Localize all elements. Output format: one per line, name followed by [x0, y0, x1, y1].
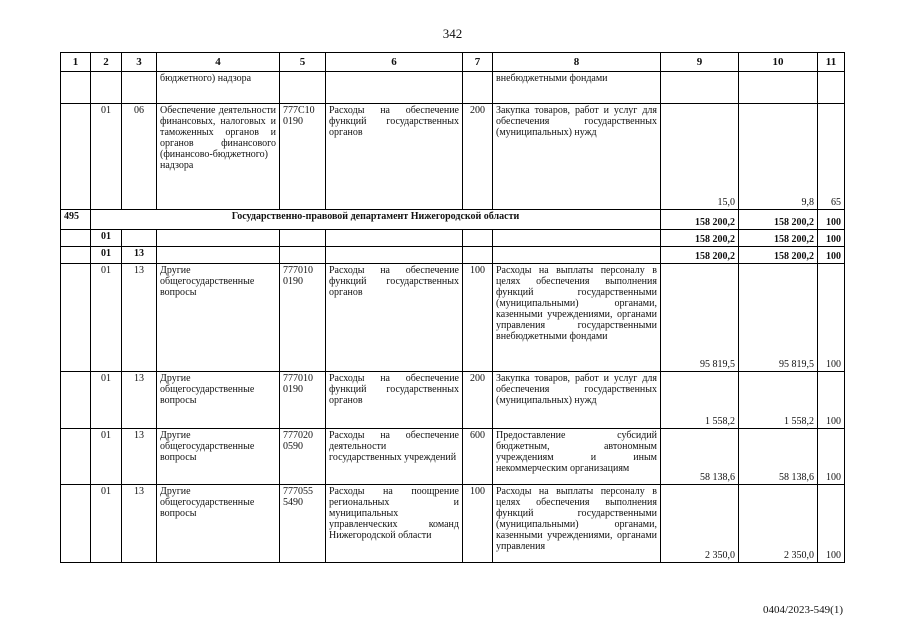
cell-col4: Другие общегосударственные вопросы — [157, 429, 280, 485]
page-number: 342 — [442, 26, 463, 41]
cell-col8 — [493, 247, 661, 264]
cell-col4 — [157, 230, 280, 247]
cell-col5: 777055 5490 — [280, 485, 326, 563]
cell-col10: 158 200,2 — [739, 247, 818, 264]
header-col-2: 2 — [91, 53, 122, 72]
cell-col1 — [61, 104, 91, 210]
cell-col6: Расходы на поощрение региональных и муниципальных управленческих команд Нижегородской области — [326, 485, 463, 563]
table-row — [61, 429, 845, 485]
department-row — [61, 210, 845, 230]
cell-col9: 158 200,2 — [661, 210, 739, 230]
subsection-total-row — [61, 247, 845, 264]
document-code: 0404/2023-549(1) — [762, 604, 843, 616]
cell-col5 — [280, 72, 326, 104]
budget-table — [60, 52, 845, 563]
cell-col6: Расходы на обеспечение функций государственных органов — [326, 104, 463, 210]
cell-col7: 200 — [463, 372, 493, 429]
cell-col8: Предоставление субсидий бюджетным, автономным учреждениям и иным некоммерческим организациям — [493, 429, 661, 485]
cell-col6: Расходы на обеспечение функций государственных органов — [326, 264, 463, 372]
cell-col6 — [326, 72, 463, 104]
cell-col4: Другие общегосударственные вопросы — [157, 485, 280, 563]
cell-col6 — [326, 230, 463, 247]
cell-col9: 158 200,2 — [661, 230, 739, 247]
cell-col3: 13 — [122, 372, 157, 429]
cell-col7 — [463, 230, 493, 247]
cell-col8: Расходы на выплаты персоналу в целях обеспечения выполнения функций государственными (муниципальными) органами, казенными учреждениями, органами управления — [493, 485, 661, 563]
header-col-4: 4 — [157, 53, 280, 72]
cell-col8: внебюджетными фондами — [493, 72, 661, 104]
cell-col2: 01 — [91, 247, 122, 264]
cell-col10: 9,8 — [739, 104, 818, 210]
cell-col10: 1 558,2 — [739, 372, 818, 429]
header-col-7: 7 — [463, 53, 493, 72]
header-col-3: 3 — [122, 53, 157, 72]
cell-col1 — [61, 372, 91, 429]
cell-col2: 01 — [91, 264, 122, 372]
cell-col3: 13 — [122, 264, 157, 372]
cell-col7: 100 — [463, 264, 493, 372]
cell-col7: 600 — [463, 429, 493, 485]
table-row — [61, 485, 845, 563]
cell-col2: 01 — [91, 230, 122, 247]
cell-col3: 13 — [122, 429, 157, 485]
cell-col11: 100 — [818, 210, 845, 230]
cell-col6: Расходы на обеспечение функций государственных органов — [326, 372, 463, 429]
header-col-8: 8 — [493, 53, 661, 72]
header-col-5: 5 — [280, 53, 326, 72]
cell-col11: 100 — [818, 429, 845, 485]
header-col-6: 6 — [326, 53, 463, 72]
cell-col4: Другие общегосударственные вопросы — [157, 264, 280, 372]
cell-col1 — [61, 264, 91, 372]
cell-col11: 100 — [818, 372, 845, 429]
cell-col11: 65 — [818, 104, 845, 210]
cell-col7: 100 — [463, 485, 493, 563]
cell-col10: 58 138,6 — [739, 429, 818, 485]
header-col-11: 11 — [818, 53, 845, 72]
cell-col4: бюджетного) надзора — [157, 72, 280, 104]
cell-col2: 01 — [91, 429, 122, 485]
cell-col1 — [61, 485, 91, 563]
cell-col10: 158 200,2 — [739, 230, 818, 247]
cell-col9: 58 138,6 — [661, 429, 739, 485]
cell-col4: Обеспечение деятельности финансовых, налоговых и таможенных органов и органов финансового (финансово-бюджетного) надзора — [157, 104, 280, 210]
cell-col10: 158 200,2 — [739, 210, 818, 230]
department-name: Государственно-правовой департамент Нижегородской области — [91, 210, 661, 230]
cell-col11: 100 — [818, 247, 845, 264]
cell-col8: Расходы на выплаты персоналу в целях обеспечения выполнения функций государственными (муниципальными) органами, казенными учреждениями, органами управления государственными внебюджетными фондами — [493, 264, 661, 372]
cell-col10 — [739, 72, 818, 104]
cell-col3 — [122, 72, 157, 104]
cell-col5: 777010 0190 — [280, 264, 326, 372]
cell-col8: Закупка товаров, работ и услуг для обеспечения государственных (муниципальных) нужд — [493, 372, 661, 429]
table-row — [61, 104, 845, 210]
header-col-1: 1 — [61, 53, 91, 72]
cell-col5 — [280, 230, 326, 247]
cell-col3: 13 — [122, 485, 157, 563]
cell-col9: 2 350,0 — [661, 485, 739, 563]
cell-col11: 100 — [818, 230, 845, 247]
cell-col6: Расходы на обеспечение деятельности государственных учреждений — [326, 429, 463, 485]
cell-col1 — [61, 230, 91, 247]
cell-col2: 01 — [91, 104, 122, 210]
cell-col5 — [280, 247, 326, 264]
cell-col9: 15,0 — [661, 104, 739, 210]
cell-col7 — [463, 72, 493, 104]
header-row — [61, 53, 845, 72]
cell-col7 — [463, 247, 493, 264]
table-row — [61, 372, 845, 429]
cell-col7: 200 — [463, 104, 493, 210]
header-col-9: 9 — [661, 53, 739, 72]
cell-col8: Закупка товаров, работ и услуг для обеспечения государственных (муниципальных) нужд — [493, 104, 661, 210]
cell-col11 — [818, 72, 845, 104]
cell-col8 — [493, 230, 661, 247]
cell-col9: 95 819,5 — [661, 264, 739, 372]
table-row — [61, 264, 845, 372]
cell-col10: 95 819,5 — [739, 264, 818, 372]
cell-col1 — [61, 247, 91, 264]
cell-col5: 777С10 0190 — [280, 104, 326, 210]
cell-col5: 777010 0190 — [280, 372, 326, 429]
cell-col3 — [122, 230, 157, 247]
cell-col10: 2 350,0 — [739, 485, 818, 563]
cell-col9: 158 200,2 — [661, 247, 739, 264]
cell-col6 — [326, 247, 463, 264]
cell-col2 — [91, 72, 122, 104]
cell-col4 — [157, 247, 280, 264]
cell-col5: 777020 0590 — [280, 429, 326, 485]
cell-col11: 100 — [818, 485, 845, 563]
cell-col4: Другие общегосударственные вопросы — [157, 372, 280, 429]
table-row — [61, 72, 845, 104]
cell-col3: 06 — [122, 104, 157, 210]
section-total-row — [61, 230, 845, 247]
header-col-10: 10 — [739, 53, 818, 72]
department-code: 495 — [61, 210, 91, 230]
cell-col9: 1 558,2 — [661, 372, 739, 429]
cell-col2: 01 — [91, 485, 122, 563]
cell-col9 — [661, 72, 739, 104]
cell-col11: 100 — [818, 264, 845, 372]
cell-col1 — [61, 429, 91, 485]
cell-col1 — [61, 72, 91, 104]
cell-col2: 01 — [91, 372, 122, 429]
cell-col3: 13 — [122, 247, 157, 264]
